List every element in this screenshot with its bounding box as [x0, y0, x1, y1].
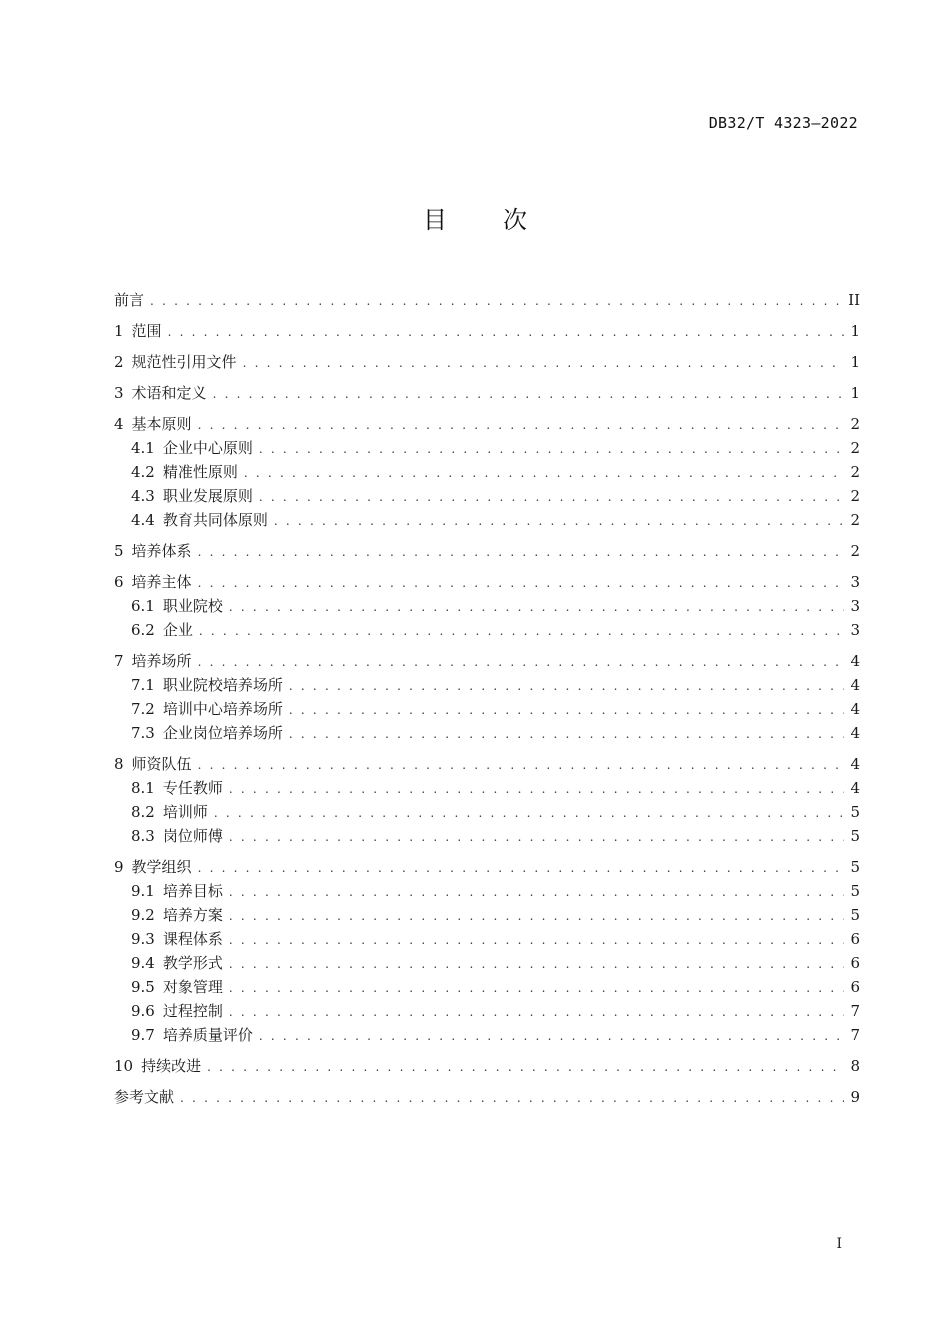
toc-entry-number: 8.2: [131, 803, 155, 821]
toc-dot-leader: [244, 461, 844, 485]
toc-entry-page: 5: [850, 906, 860, 924]
toc-entry-label: 术语和定义: [131, 384, 207, 402]
toc-dot-leader: [289, 722, 844, 746]
toc-entry-label: 前言: [114, 291, 145, 309]
toc-entry-page: 7: [850, 1026, 860, 1044]
toc-dot-leader: [199, 619, 844, 643]
toc-dot-leader: [198, 413, 844, 437]
toc-entry[interactable]: [114, 879, 860, 903]
toc-dot-leader: [229, 952, 844, 976]
toc-entry-number: 9.1: [131, 882, 155, 900]
toc-entry[interactable]: [114, 824, 860, 848]
toc-entry-number: 9.5: [131, 978, 155, 996]
toc-entry[interactable]: [114, 975, 860, 999]
toc-entry-number: 5: [114, 542, 124, 560]
toc-entry[interactable]: [114, 697, 860, 721]
toc-entry-number: 7.1: [131, 676, 155, 694]
toc-entry-number: 3: [114, 384, 124, 402]
toc-entry-page: 1: [850, 322, 860, 340]
toc-entry-label: 职业院校培养场所: [162, 676, 283, 694]
toc-entry-number: 8.3: [131, 827, 155, 845]
toc-entry-page: 5: [850, 858, 860, 876]
toc-entry-label: 持续改进: [141, 1057, 202, 1075]
toc-entry-number: 9.3: [131, 930, 155, 948]
toc-entry-label: 企业: [162, 621, 193, 639]
toc-entry-page: 2: [850, 542, 860, 560]
toc-entry-label: 参考文献: [114, 1088, 175, 1106]
toc-entry-number: 1: [114, 322, 124, 340]
toc-title-char-2: 次: [503, 206, 527, 234]
toc-entry-number: 9.2: [131, 906, 155, 924]
toc-entry-label: 培养目标: [162, 882, 223, 900]
toc-entry-number: 4.4: [131, 511, 155, 529]
toc-entry-page: 4: [850, 724, 860, 742]
toc-entry-number: 4.3: [131, 487, 155, 505]
toc-entry-label: 教育共同体原则: [162, 511, 268, 529]
toc-entry-number: 7.2: [131, 700, 155, 718]
toc-entry-page: 3: [850, 621, 860, 639]
toc-dot-leader: [229, 595, 844, 619]
toc-entry[interactable]: [114, 1085, 860, 1109]
toc-entry-page: 4: [850, 652, 860, 670]
toc-entry[interactable]: [114, 903, 860, 927]
toc-entry-page: 8: [850, 1057, 860, 1075]
toc-dot-leader: [150, 289, 842, 313]
toc-entry[interactable]: [114, 288, 860, 312]
toc-entry-label: 培养主体: [131, 573, 192, 591]
toc-entry[interactable]: [114, 721, 860, 745]
toc-entry-label: 培养场所: [131, 652, 192, 670]
toc-dot-leader: [229, 904, 844, 928]
toc-entry-page: II: [848, 291, 860, 309]
toc-entry-label: 职业发展原则: [162, 487, 253, 505]
toc-entry[interactable]: [114, 618, 860, 642]
toc-dot-leader: [198, 856, 844, 880]
toc-entry-label: 精准性原则: [162, 463, 238, 481]
toc-dot-leader: [259, 485, 844, 509]
toc-entry[interactable]: [114, 999, 860, 1023]
toc-entry-label: 过程控制: [162, 1002, 223, 1020]
toc-entry-number: 9.4: [131, 954, 155, 972]
table-of-contents: [114, 288, 860, 1109]
toc-entry-number: 4: [114, 415, 124, 433]
toc-entry[interactable]: [114, 539, 860, 563]
toc-dot-leader: [198, 571, 844, 595]
toc-entry-number: 2: [114, 353, 124, 371]
document-code: DB32/T 4323—2022: [708, 114, 858, 132]
toc-entry[interactable]: [114, 1054, 860, 1078]
toc-entry[interactable]: [114, 800, 860, 824]
toc-entry[interactable]: [114, 484, 860, 508]
toc-entry-label: 职业院校: [162, 597, 223, 615]
toc-entry-label: 培训中心培养场所: [162, 700, 283, 718]
toc-dot-leader: [213, 382, 844, 406]
toc-dot-leader: [229, 976, 844, 1000]
toc-entry-label: 课程体系: [162, 930, 223, 948]
toc-dot-leader: [229, 825, 844, 849]
toc-dot-leader: [289, 698, 844, 722]
toc-entry-page: 6: [850, 954, 860, 972]
toc-entry-page: 3: [850, 573, 860, 591]
toc-entry[interactable]: [114, 673, 860, 697]
toc-dot-leader: [259, 1024, 844, 1048]
toc-entry-label: 培养体系: [131, 542, 192, 560]
toc-dot-leader: [214, 801, 844, 825]
toc-entry[interactable]: [114, 570, 860, 594]
toc-entry-page: 2: [850, 511, 860, 529]
toc-dot-leader: [207, 1055, 844, 1079]
toc-entry[interactable]: [114, 951, 860, 975]
toc-entry-number: 6: [114, 573, 124, 591]
toc-entry-label: 规范性引用文件: [131, 353, 237, 371]
toc-entry-page: 4: [850, 755, 860, 773]
toc-entry[interactable]: [114, 927, 860, 951]
toc-entry-label: 范围: [131, 322, 162, 340]
toc-entry-label: 企业岗位培养场所: [162, 724, 283, 742]
toc-title: [0, 200, 950, 235]
toc-entry-page: 7: [850, 1002, 860, 1020]
toc-dot-leader: [198, 650, 844, 674]
toc-entry[interactable]: [114, 460, 860, 484]
toc-entry-number: 6.1: [131, 597, 155, 615]
toc-entry[interactable]: [114, 436, 860, 460]
toc-entry-page: 5: [850, 803, 860, 821]
toc-entry[interactable]: [114, 508, 860, 532]
toc-entry-label: 岗位师傅: [162, 827, 223, 845]
toc-entry-page: 1: [850, 353, 860, 371]
toc-entry-page: 9: [850, 1088, 860, 1106]
toc-entry[interactable]: [114, 649, 860, 673]
page-number: I: [836, 1236, 842, 1252]
toc-entry-page: 5: [850, 827, 860, 845]
toc-entry-number: 10: [114, 1057, 134, 1075]
toc-dot-leader: [229, 928, 844, 952]
toc-entry-page: 2: [850, 439, 860, 457]
toc-entry-number: 7: [114, 652, 124, 670]
toc-entry-label: 培训师: [162, 803, 208, 821]
toc-dot-leader: [229, 880, 844, 904]
toc-entry-number: 9.6: [131, 1002, 155, 1020]
toc-dot-leader: [274, 509, 844, 533]
toc-entry-page: 2: [850, 463, 860, 481]
toc-entry[interactable]: [114, 381, 860, 405]
toc-entry-number: 4.1: [131, 439, 155, 457]
toc-dot-leader: [198, 540, 844, 564]
toc-entry-label: 培养方案: [162, 906, 223, 924]
toc-entry-number: 9: [114, 858, 124, 876]
toc-entry[interactable]: [114, 319, 860, 343]
toc-dot-leader: [168, 320, 844, 344]
toc-entry-label: 教学形式: [162, 954, 223, 972]
toc-entry-page: 6: [850, 930, 860, 948]
toc-dot-leader: [229, 1000, 844, 1024]
toc-entry-label: 基本原则: [131, 415, 192, 433]
toc-dot-leader: [243, 351, 844, 375]
toc-entry[interactable]: [114, 855, 860, 879]
toc-entry-label: 教学组织: [131, 858, 192, 876]
toc-entry[interactable]: [114, 350, 860, 374]
toc-dot-leader: [180, 1086, 844, 1110]
toc-entry-page: 5: [850, 882, 860, 900]
toc-entry[interactable]: [114, 412, 860, 436]
toc-entry-page: 2: [850, 415, 860, 433]
toc-entry-number: 7.3: [131, 724, 155, 742]
toc-entry[interactable]: [114, 1023, 860, 1047]
toc-entry-label: 对象管理: [162, 978, 223, 996]
toc-entry-number: 6.2: [131, 621, 155, 639]
toc-dot-leader: [198, 753, 844, 777]
toc-entry-number: 4.2: [131, 463, 155, 481]
toc-entry-page: 4: [850, 779, 860, 797]
toc-entry-number: 9.7: [131, 1026, 155, 1044]
toc-entry-page: 3: [850, 597, 860, 615]
toc-entry-page: 4: [850, 676, 860, 694]
toc-entry-page: 1: [850, 384, 860, 402]
toc-entry-label: 企业中心原则: [162, 439, 253, 457]
toc-entry-label: 培养质量评价: [162, 1026, 253, 1044]
toc-entry-number: 8: [114, 755, 124, 773]
toc-title-char-1: 目: [423, 206, 447, 234]
toc-dot-leader: [259, 437, 844, 461]
toc-dot-leader: [229, 777, 844, 801]
toc-entry-page: 6: [850, 978, 860, 996]
toc-dot-leader: [289, 674, 844, 698]
toc-entry[interactable]: [114, 776, 860, 800]
toc-entry-page: 2: [850, 487, 860, 505]
toc-entry-page: 4: [850, 700, 860, 718]
toc-entry-number: 8.1: [131, 779, 155, 797]
toc-entry-label: 师资队伍: [131, 755, 192, 773]
toc-entry-label: 专任教师: [162, 779, 223, 797]
toc-entry[interactable]: [114, 752, 860, 776]
toc-entry[interactable]: [114, 594, 860, 618]
